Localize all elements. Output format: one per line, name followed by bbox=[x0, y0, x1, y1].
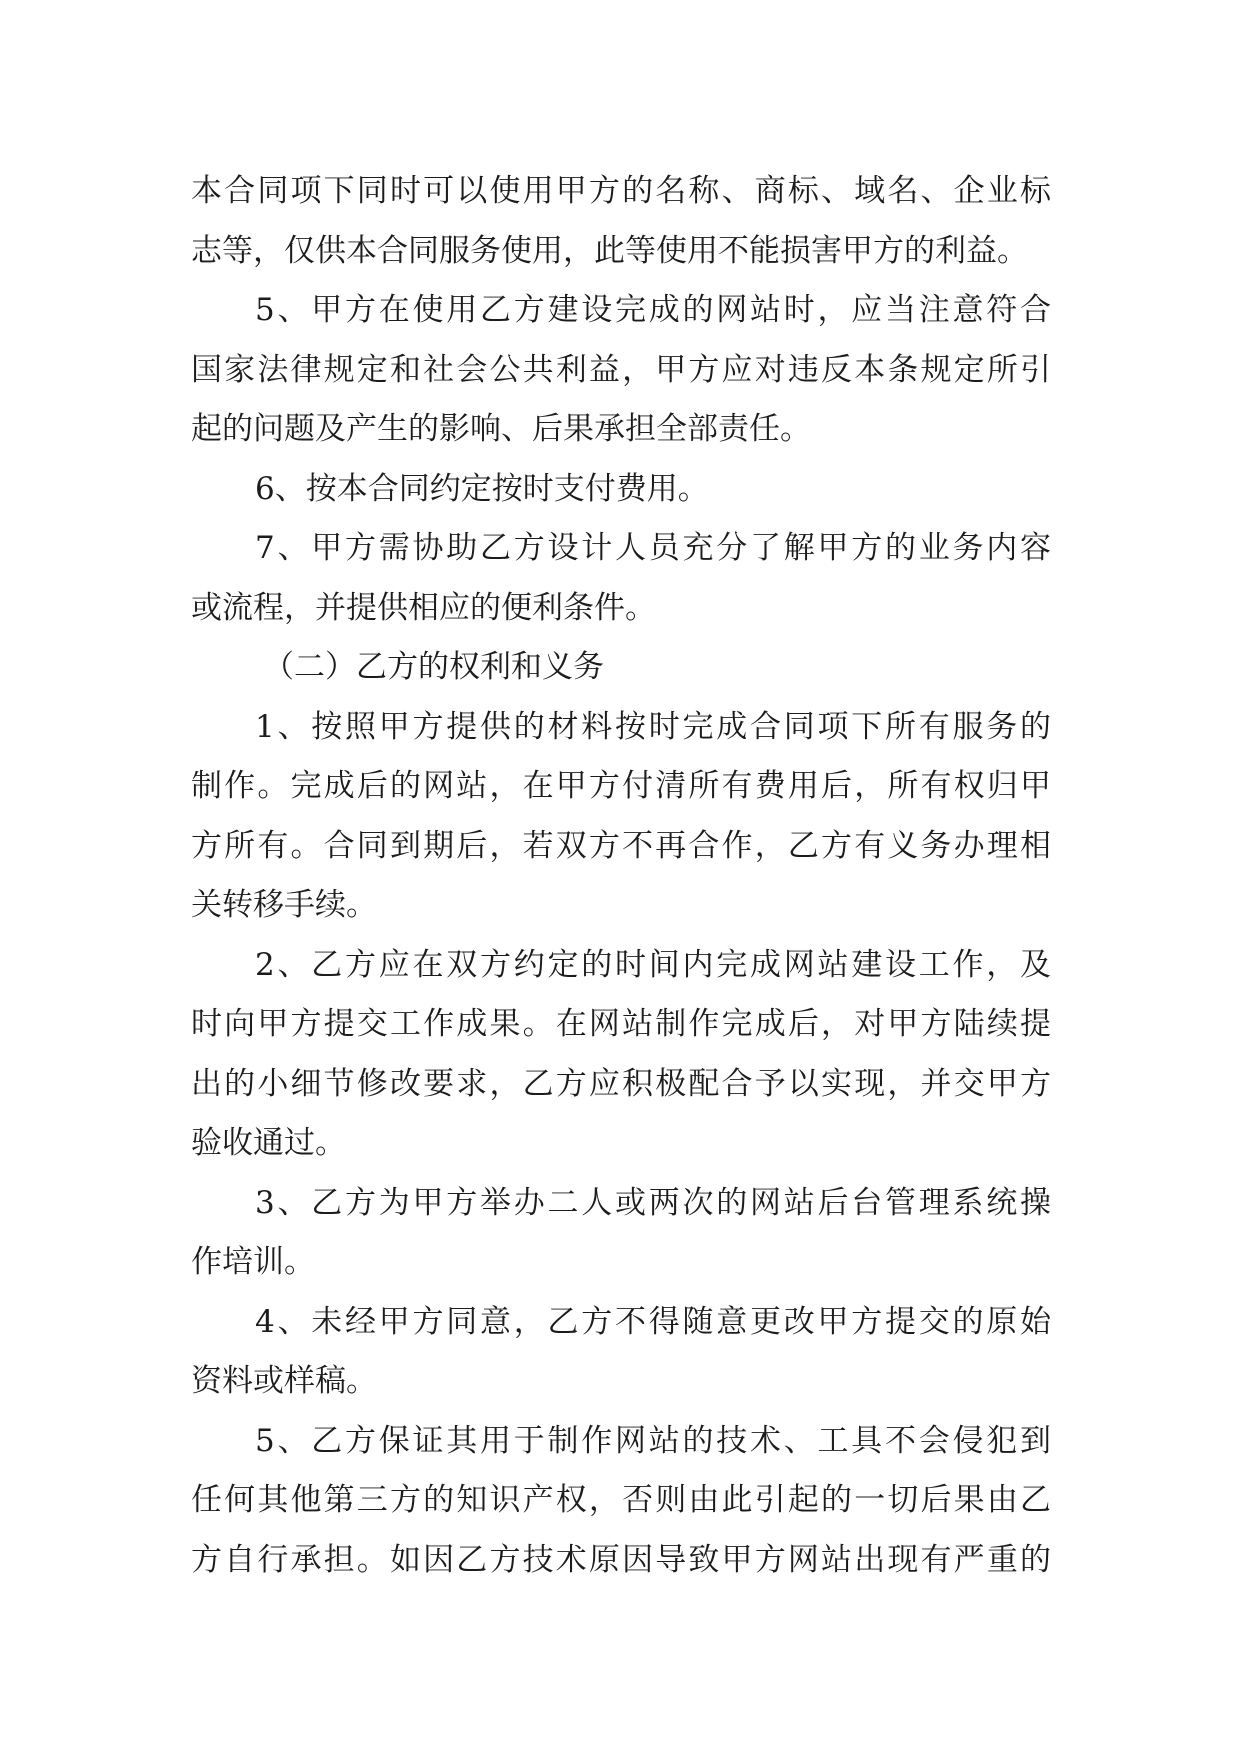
text-line: 验收通过。 bbox=[191, 1125, 346, 1161]
text-line: 方所有。合同到期后，若双方不再合作，乙方有义务办理相 bbox=[191, 827, 1051, 864]
text-line: 5、甲方在使用乙方建设完成的网站时，应当注意符合 bbox=[255, 292, 1051, 328]
text-line: 志等，仅供本合同服务使用，此等使用不能损害甲方的利益。 bbox=[191, 232, 1028, 269]
text-line: 4、未经甲方同意，乙方不得随意更改甲方提交的原始 bbox=[255, 1303, 1051, 1340]
text-line: 制作。完成后的网站，在甲方付清所有费用后，所有权归甲 bbox=[191, 768, 1051, 804]
text-line: 5、乙方保证其用于制作网站的技术、工具不会侵犯到 bbox=[255, 1422, 1051, 1459]
text-line: 本合同项下同时可以使用甲方的名称、商标、域名、企业标 bbox=[191, 173, 1051, 209]
text-line: 资料或样稿。 bbox=[191, 1363, 377, 1399]
text-line: 作培训。 bbox=[191, 1244, 315, 1280]
text-line: 2、乙方应在双方约定的时间内完成网站建设工作，及 bbox=[255, 946, 1051, 983]
text-line: 3、乙方为甲方举办二人或两次的网站后台管理系统操 bbox=[255, 1184, 1051, 1221]
text-line: 方自行承担。如因乙方技术原因导致甲方网站出现有严重的 bbox=[191, 1541, 1051, 1578]
text-line: 关转移手续。 bbox=[191, 887, 377, 923]
text-line: 或流程，并提供相应的便利条件。 bbox=[191, 589, 656, 626]
text-line: 国家法律规定和社会公共利益，甲方应对违反本条规定所引 bbox=[191, 351, 1051, 388]
text-line: 7、甲方需协助乙方设计人员充分了解甲方的业务内容 bbox=[255, 530, 1051, 566]
document-body bbox=[191, 162, 1051, 1590]
text-line: 1、按照甲方提供的材料按时完成合同项下所有服务的 bbox=[255, 708, 1051, 745]
text-line: 任何其他第三方的知识产权，否则由此引起的一切后果由乙 bbox=[191, 1482, 1051, 1518]
text-line: 6、按本合同约定按时支付费用。 bbox=[255, 470, 709, 507]
text-line: 时向甲方提交工作成果。在网站制作完成后，对甲方陆续提 bbox=[191, 1006, 1051, 1042]
text-line: 出的小细节修改要求，乙方应积极配合予以实现，并交甲方 bbox=[191, 1065, 1051, 1102]
text-line: 起的问题及产生的影响、后果承担全部责任。 bbox=[191, 411, 811, 447]
section-heading: （二）乙方的权利和义务 bbox=[263, 649, 604, 685]
